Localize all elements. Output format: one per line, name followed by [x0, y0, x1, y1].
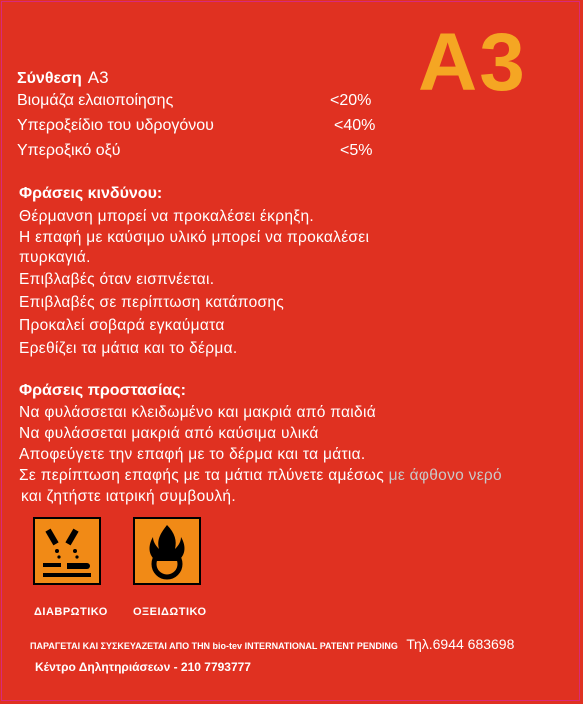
protection-line: Να φυλάσσεται κλειδωμένο και μακριά από παιδιά	[19, 404, 376, 421]
protection-statements	[19, 380, 502, 507]
producer-text: ΠΑΡΑΓΕΤΑΙ ΚΑΙ ΣΥΣΚΕΥΑΖΕΤΑΙ ΑΠΟ ΤΗΝ bio-tev INTERNATIONAL PATENT PENDING	[30, 641, 398, 651]
protection-line: και ζητήστε ιατρική συμβουλή.	[21, 488, 236, 505]
composition-row	[17, 113, 417, 138]
protection-title: Φράσεις προστασίας:	[19, 382, 186, 399]
ingredient-name: Υπεροξικό οξύ	[17, 142, 121, 159]
hazard-line: πυρκαγιά.	[19, 249, 91, 266]
hazard-line: Επιβλαβές σε περίπτωση κατάποσης	[19, 294, 285, 311]
composition-heading: Σύνθεση	[17, 70, 82, 87]
producer-line	[30, 636, 514, 652]
ingredient-percentage: <40%	[334, 117, 376, 134]
hazard-statements	[19, 183, 369, 360]
hazard-line: Προκαλεί σοβαρά εγκαύματα	[19, 317, 225, 334]
hazard-line: Ερεθίζει τα μάτια και το δέρμα.	[19, 340, 238, 357]
hazard-title: Φράσεις κινδύνου:	[19, 185, 163, 202]
corrosive-icon	[35, 519, 99, 583]
product-code-large: A3	[418, 17, 527, 108]
hazard-line: Η επαφή με καύσιμο υλικό μπορεί να προκαλέσει	[19, 229, 370, 246]
composition-title	[17, 68, 417, 88]
ingredient-name: Βιομάζα ελαιοποίησης	[17, 92, 174, 109]
ingredient-percentage: <20%	[330, 92, 372, 109]
oxidizing-label: ΟΞΕΙΔΩΤΙΚΟ	[133, 606, 207, 618]
phone-number: Τηλ.6944 683698	[406, 636, 515, 652]
ingredient-name: Υπεροξείδιο του υδρογόνου	[17, 117, 214, 134]
composition-code: A3	[87, 68, 109, 87]
corrosive-pictogram	[33, 517, 101, 585]
protection-text-highlight: με άφθονο νερό	[388, 467, 502, 484]
composition-row	[17, 88, 417, 113]
ingredient-percentage: <5%	[340, 142, 373, 159]
oxidizing-pictogram	[133, 517, 201, 585]
protection-line: Να φυλάσσεται μακριά από καύσιμα υλικά	[19, 425, 319, 442]
composition-row	[17, 138, 417, 163]
protection-line	[19, 465, 502, 486]
protection-text: Σε περίπτωση επαφής με τα μάτια πλύνετε αμέσως	[19, 467, 384, 484]
corrosive-label: ΔΙΑΒΡΩΤΙΚΟ	[34, 606, 108, 618]
protection-line: Αποφεύγετε την επαφή με το δέρμα και τα μάτια.	[19, 446, 366, 463]
oxidizing-icon	[135, 519, 199, 583]
composition-section	[17, 68, 417, 163]
hazard-line: Επιβλαβές όταν εισπνέεται.	[19, 271, 215, 288]
poison-center: Κέντρο Δηλητηριάσεων - 210 7793777	[35, 660, 251, 674]
hazard-line: Θέρμανση μπορεί να προκαλέσει έκρηξη.	[19, 208, 315, 225]
